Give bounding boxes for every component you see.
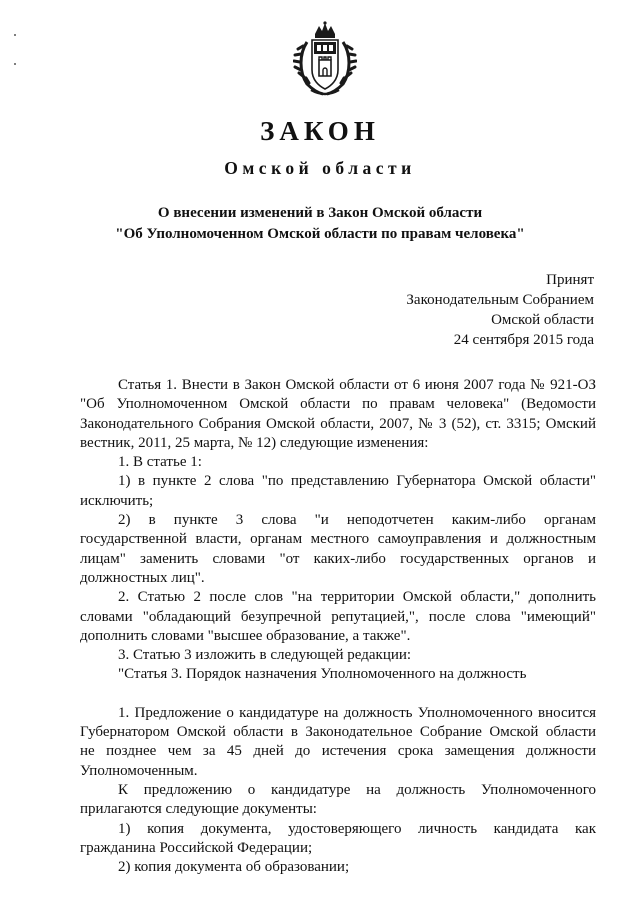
body-line: Законодательного Собрания Омской области, 2007, № 3 (52), ст. 3315; Омский (80, 415, 596, 432)
body-line: К предложению о кандидатуре на должность Уполномоченного (118, 781, 596, 798)
body-line: вестник, 2011, 25 марта, № 12) следующие изменения: (80, 434, 429, 451)
body-line: Губернатором Омской области в Законодательное Собрание Омской области (80, 724, 596, 741)
body-line: "Статья 3. Порядок назначения Уполномоченного на должность (118, 666, 527, 683)
body-line: гражданина Российской Федерации; (80, 839, 313, 856)
body-line: прилагаются следующие документы: (80, 801, 317, 818)
body-line: 1. В статье 1: (118, 454, 202, 471)
document-subtitle: Омской области (224, 158, 416, 178)
body-line: 2. Статью 2 после слов "на территории Омской области," дополнить (118, 589, 596, 606)
body-line: Статья 1. Внести в Закон Омской области от 6 июня 2007 года № 921-ОЗ (118, 377, 596, 393)
law-heading-line: О внесении изменений в Закон Омской области (157, 205, 483, 221)
body-line: дополнить словами "высшее образование, а также". (80, 627, 411, 644)
body-line: словами "обладающий безупречной репутацией,", после слова "имеющий" (80, 608, 596, 625)
adoption-line: Принят (546, 272, 594, 288)
body-line: государственной власти, органам местного самоуправления и должностным (80, 531, 596, 548)
body-line: "Об Уполномоченном Омской области по правам человека" (Ведомости (80, 396, 596, 413)
body-line: 1. Предложение о кандидатуре на должность Уполномоченного вносится (118, 704, 596, 721)
omsk-coat-of-arms-icon (293, 20, 357, 100)
scan-mark (14, 34, 16, 36)
scan-mark (14, 63, 16, 65)
body-line: 2) в пункте 3 слова "и неподотчетен каким-либо органам (118, 512, 596, 529)
body-line: 2) копия документа об образовании; (118, 859, 350, 876)
adoption-line: Законодательным Собранием (406, 292, 594, 308)
body-line: исключить; (80, 492, 154, 509)
adoption-line: Омской области (491, 312, 594, 328)
paragraph-gap (80, 685, 596, 704)
body-line: 1) копия документа, удостоверяющего личность кандидата как (118, 820, 596, 837)
body-line: 1) в пункте 2 слова "по представлению Губернатора Омской области" (118, 473, 596, 490)
body-line: Уполномоченным. (80, 762, 198, 779)
adoption-block (406, 270, 594, 350)
body-line: должностных лиц". (80, 569, 205, 586)
document-title: ЗАКОН (260, 116, 380, 146)
law-heading-line: "Об Уполномоченном Омской области по правам человека" (115, 226, 525, 242)
law-heading (0, 203, 640, 245)
body-line: 3. Статью 3 изложить в следующей редакции: (118, 647, 412, 664)
adoption-date: 24 сентября 2015 года (453, 332, 594, 348)
body-line: не позднее чем за 45 дней до истечения срока замещения должности (80, 743, 596, 760)
body-line: лицам" заменить словами "от каких-либо государственных органов и (80, 550, 596, 567)
law-body (80, 376, 596, 877)
